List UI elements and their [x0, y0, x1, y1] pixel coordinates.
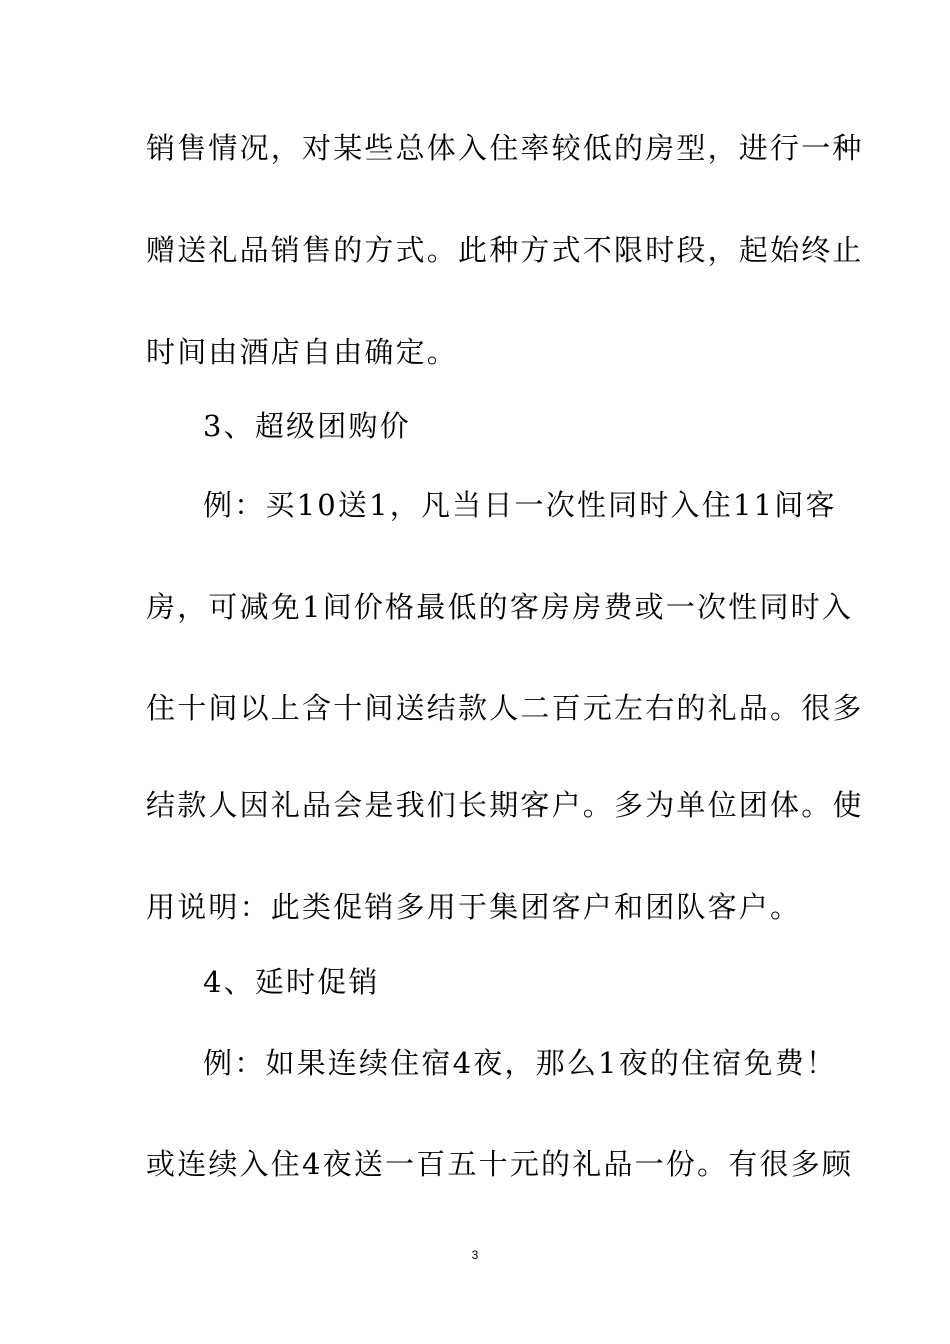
section-heading-4: 4、延时促销 — [203, 965, 380, 999]
body-line-4: 例：买10送1，凡当日一次性同时入住11间客 — [203, 488, 837, 522]
body-line-2: 赠送礼品销售的方式。此种方式不限时段，起始终止 — [146, 233, 864, 267]
body-line-10: 或连续入住4夜送一百五十元的礼品一份。有很多顾 — [146, 1147, 854, 1181]
body-line-1: 销售情况，对某些总体入住率较低的房型，进行一种 — [146, 131, 864, 165]
body-line-9: 例：如果连续住宿4夜，那么1夜的住宿免费！ — [203, 1046, 838, 1080]
section-heading-3: 3、超级团购价 — [203, 409, 411, 443]
body-line-5: 房，可减免1间价格最低的客房房费或一次性同时入 — [146, 590, 854, 624]
body-line-6: 住十间以上含十间送结款人二百元左右的礼品。很多 — [146, 691, 864, 725]
body-line-3: 时间由酒店自由确定。 — [146, 335, 459, 369]
body-line-8: 用说明：此类促销多用于集团客户和团队客户。 — [146, 890, 802, 924]
body-line-7: 结款人因礼品会是我们长期客户。多为单位团体。使 — [146, 788, 864, 822]
page-number: 3 — [471, 1248, 479, 1262]
